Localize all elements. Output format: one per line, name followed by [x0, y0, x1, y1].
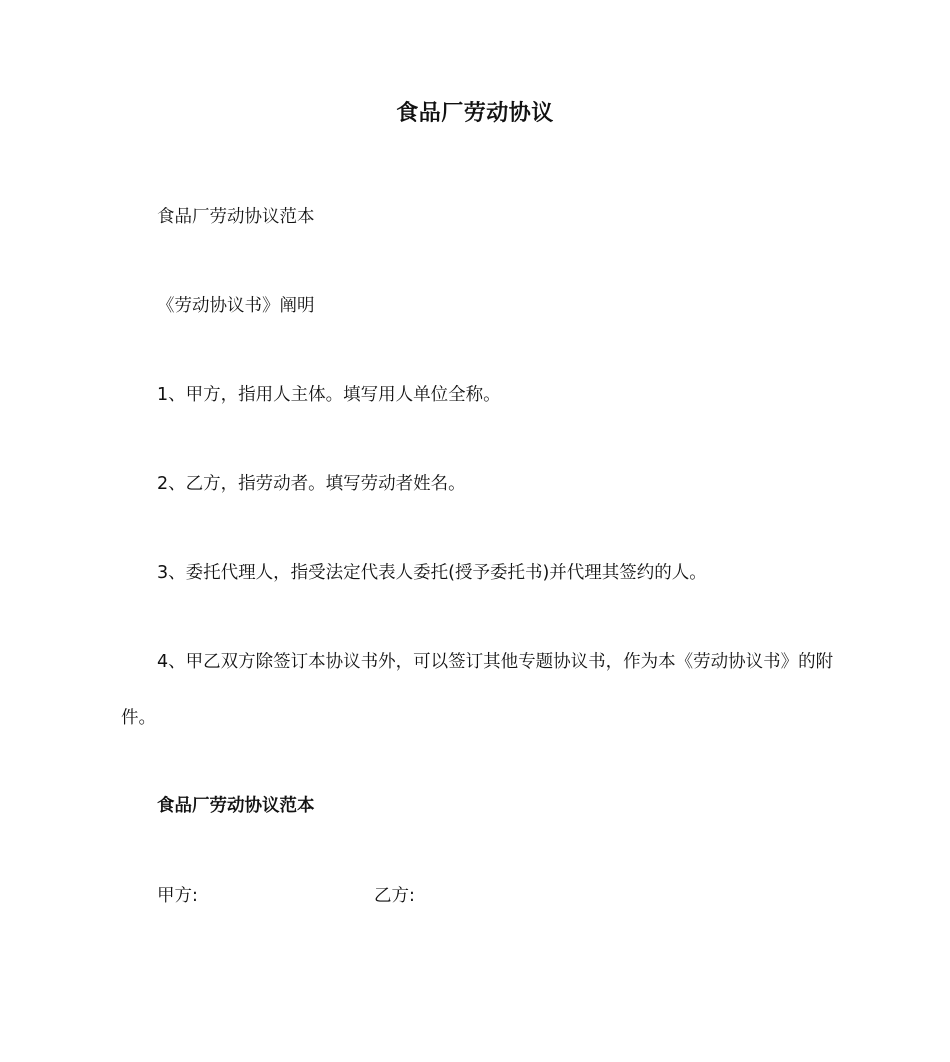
- paragraph-template-name: 食品厂劳动协议范本: [157, 207, 315, 227]
- paragraph-explanation-heading: 《劳动协议书》阐明: [157, 296, 315, 316]
- document-title: 食品厂劳动协议: [396, 101, 554, 126]
- paragraph-item-3: 3、委托代理人，指受法定代表人委托(授予委托书)并代理其签约的人。: [157, 563, 707, 583]
- paragraph-item-4: 4、甲乙双方除签订本协议书外，可以签订其他专题协议书，作为本《劳动协议书》的附件。: [121, 652, 834, 728]
- party-b-label: 乙方:: [374, 886, 415, 906]
- section-heading: 食品厂劳动协议范本: [157, 796, 315, 816]
- paragraph-item-2: 2、乙方，指劳动者。填写劳动者姓名。: [157, 474, 466, 494]
- paragraph-item-1: 1、甲方，指用人主体。填写用人单位全称。: [157, 385, 501, 405]
- party-a-label: 甲方:: [157, 886, 198, 906]
